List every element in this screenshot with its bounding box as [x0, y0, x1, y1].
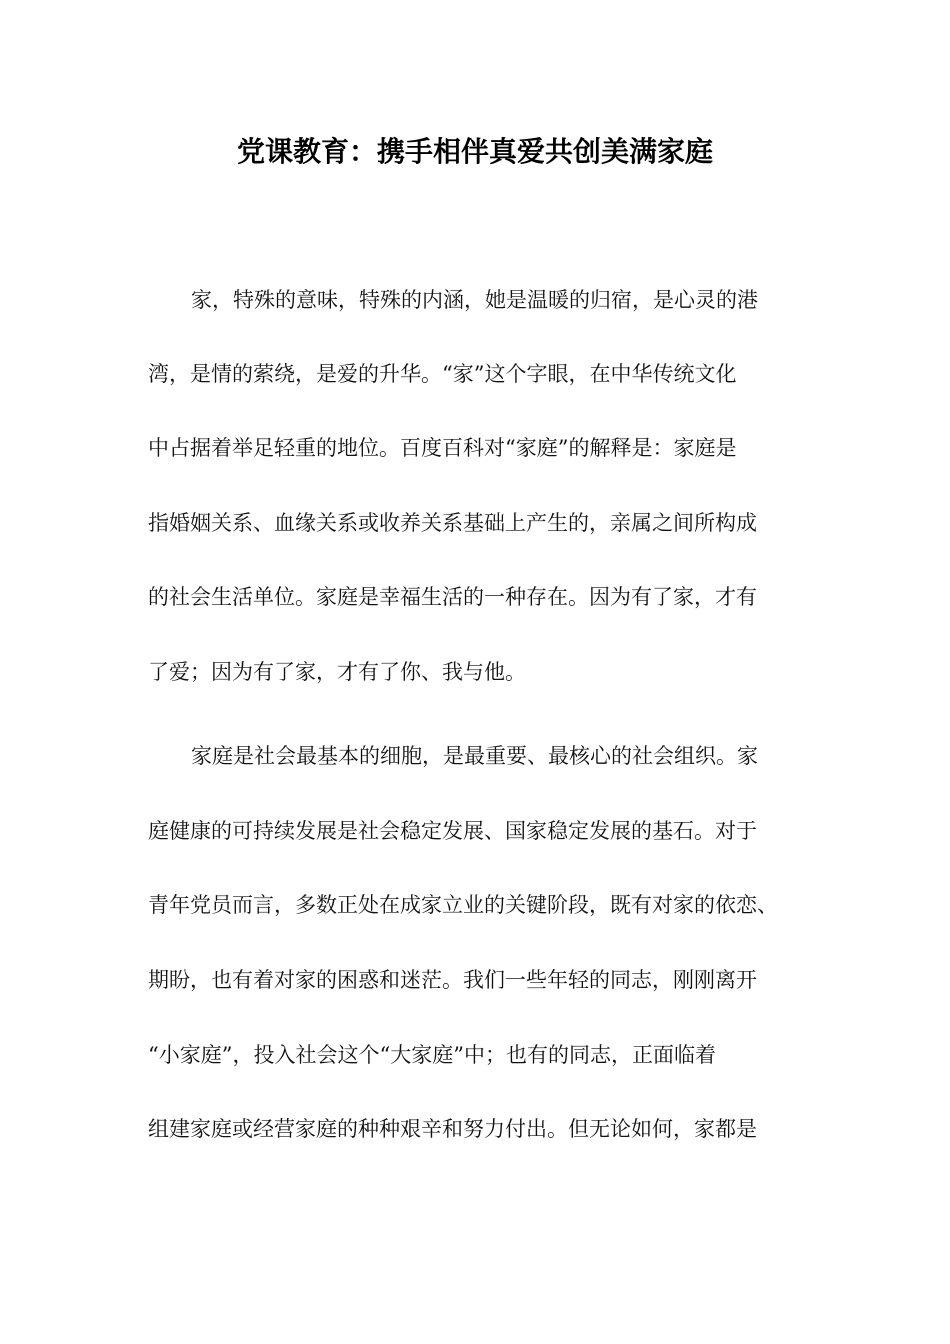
paragraph-2-line-5: “小家庭”，投入社会这个“大家庭”中；也有的同志，正面临着	[148, 1043, 716, 1067]
paragraph-2-line-4: 期盼，也有着对家的困惑和迷茫。我们一些年轻的同志，刚刚离开	[148, 968, 757, 992]
paragraph-1-line-1: 家，特殊的意味，特殊的内涵，她是温暖的归宿，是心灵的港	[191, 288, 758, 312]
paragraph-2-line-1: 家庭是社会最基本的细胞，是最重要、最核心的社会组织。家	[191, 744, 758, 768]
paragraph-2-line-6: 组建家庭或经营家庭的种种艰辛和努力付出。但无论如何，家都是	[148, 1117, 757, 1141]
paragraph-1-line-5: 的社会生活单位。家庭是幸福生活的一种存在。因为有了家，才有	[148, 585, 757, 609]
paragraph-1-line-3: 中占据着举足轻重的地位。百度百科对“家庭”的解释是：家庭是	[148, 436, 737, 460]
paragraph-1-line-2: 湾，是情的萦绕，是爱的升华。“家”这个字眼，在中华传统文化	[148, 362, 737, 386]
paragraph-1-line-4: 指婚姻关系、血缘关系或收养关系基础上产生的，亲属之间所构成	[148, 511, 757, 535]
paragraph-2-line-3: 青年党员而言，多数正处在成家立业的关键阶段，既有对家的依恋、	[148, 893, 778, 917]
paragraph-2-line-2: 庭健康的可持续发展是社会稳定发展、国家稳定发展的基石。对于	[148, 819, 757, 843]
document-title: 党课教育：携手相伴真爱共创美满家庭	[236, 135, 713, 168]
paragraph-1-line-6: 了爱；因为有了家，才有了你、我与他。	[148, 660, 526, 684]
